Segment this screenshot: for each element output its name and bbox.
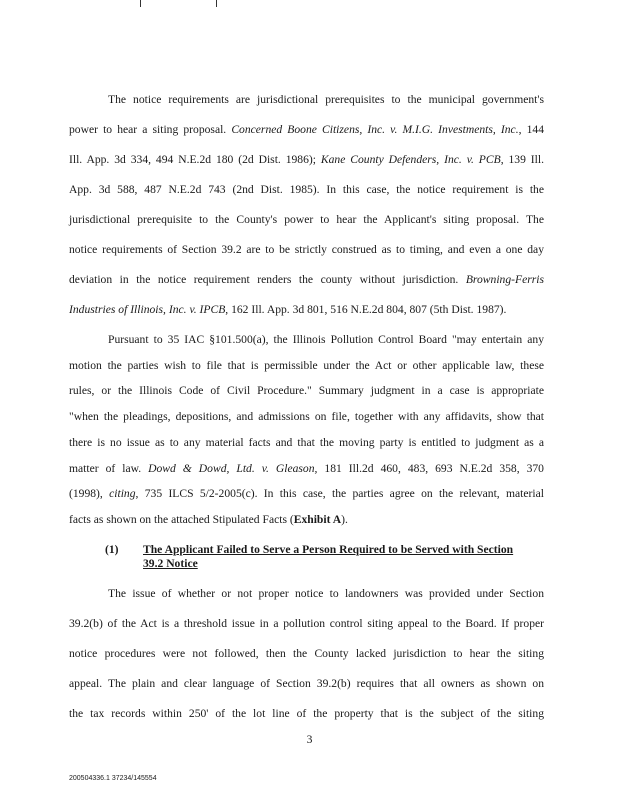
paragraph-3-line: notice procedures were not followed, then the County lacked jurisdiction to hear the siting (69, 647, 544, 660)
section-heading: 39.2 Notice (143, 557, 198, 570)
document-id-footer: 200504336.1 37234/145554 (69, 775, 157, 782)
page-number: 3 (306, 733, 313, 746)
paragraph-2-line: facts as shown on the attached Stipulated Facts (Exhibit A). (69, 513, 348, 526)
paragraph-1-line: Ill. App. 3d 334, 494 N.E.2d 180 (2d Dist. 1986); Kane County Defenders, Inc. v. PCB, 139 Ill. (69, 153, 544, 166)
paragraph-1-line: App. 3d 588, 487 N.E.2d 743 (2nd Dist. 1985). In this case, the notice requirement is the (69, 183, 544, 196)
paragraph-2-line: rules, or the Illinois Code of Civil Procedure." Summary judgment in a case is appropriate (69, 384, 544, 397)
paragraph-2-line: motion the parties wish to file that is permissible under the Act or other applicable law, these (69, 359, 544, 372)
paragraph-1-line: notice requirements of Section 39.2 are to be strictly construed as to timing, and even a one day (69, 243, 544, 256)
paragraph-2-line: "when the pleadings, depositions, and admissions on file, together with any affidavits, show that (69, 410, 544, 423)
paragraph-1-line: power to hear a siting proposal. Concerned Boone Citizens, Inc. v. M.I.G. Investments, Inc., 144 (69, 123, 545, 136)
paragraph-3-line: the tax records within 250' of the lot line of the property that is the subject of the siting (69, 707, 544, 720)
paragraph-1-line: deviation in the notice requirement renders the county without jurisdiction. Browning-Ferris (69, 273, 544, 286)
section-heading-number: (1) (105, 543, 119, 556)
paragraph-3-line: 39.2(b) of the Act is a threshold issue in a pollution control siting appeal to the Board. If proper (69, 617, 544, 630)
scan-mark (216, 0, 217, 7)
paragraph-1-line: jurisdictional prerequisite to the County's power to hear the Applicant's siting proposal. The (69, 213, 544, 226)
paragraph-2-line: (1998), citing, 735 ILCS 5/2-2005(c). In this case, the parties agree on the relevant, material (69, 487, 544, 500)
paragraph-3-line: appeal. The plain and clear language of Section 39.2(b) requires that all owners as shown on (69, 677, 544, 690)
scan-mark (140, 0, 141, 7)
paragraph-2-line: matter of law. Dowd & Dowd, Ltd. v. Gleason, 181 Ill.2d 460, 483, 693 N.E.2d 358, 370 (69, 462, 544, 475)
paragraph-1-line: The notice requirements are jurisdictional prerequisites to the municipal government's (108, 93, 544, 106)
paragraph-1-line: Industries of Illinois, Inc. v. IPCB, 162 Ill. App. 3d 801, 516 N.E.2d 804, 807 (5th Dist. 1987). (69, 303, 507, 316)
paragraph-3-line: The issue of whether or not proper notice to landowners was provided under Section (108, 587, 544, 600)
paragraph-2-line: Pursuant to 35 IAC §101.500(a), the Illinois Pollution Control Board "may entertain any (108, 333, 544, 346)
section-heading: The Applicant Failed to Serve a Person Required to be Served with Section (143, 543, 514, 556)
paragraph-2-line: there is no issue as to any material facts and that the moving party is entitled to judgment as a (69, 436, 544, 449)
